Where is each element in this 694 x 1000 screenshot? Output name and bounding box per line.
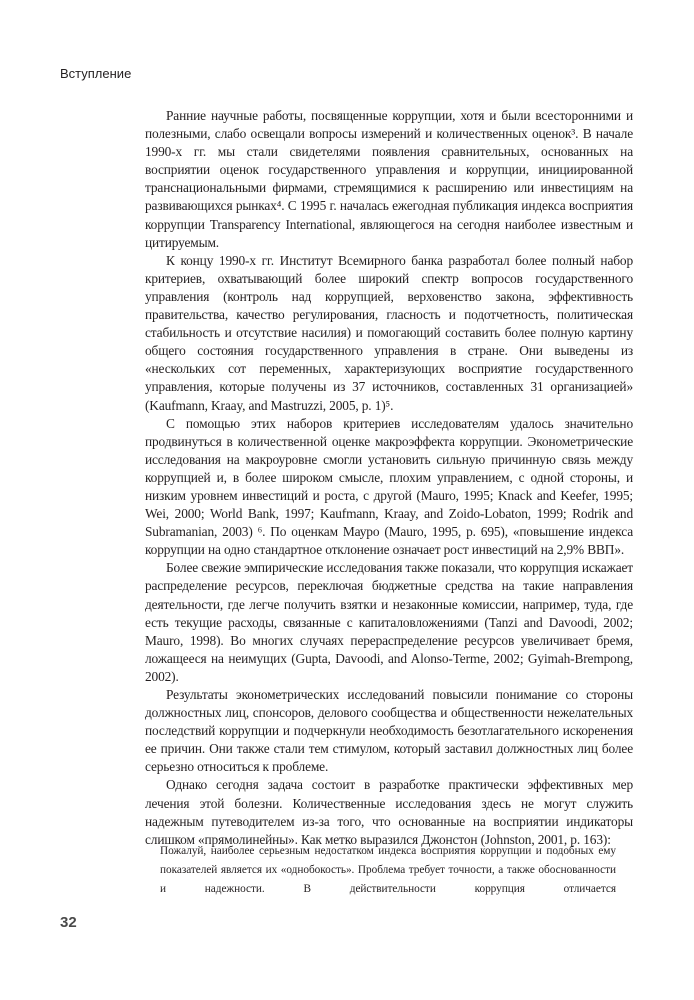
running-head: Вступление — [60, 66, 132, 81]
paragraph: Более свежие эмпирические исследования также показали, что коррупция искажает распределение ресурсов, переключая бюджетные средства на такие направления деятельности, где легче получить взятки и незаконные комиссии, например, туда, где есть текущие расходы, связанные с капиталовложениями (Tanzi and Davoodi, 2002; Mauro, 1998). Во многих случаях перераспределение ресурсов увеличивает бремя, ложащееся на неимущих (Gupta, Davoodi, and Alonso-Terme, 2002; Gyimah-Brempong, 2002). — [145, 560, 633, 684]
paragraph: Ранние научные работы, посвященные коррупции, хотя и были всесторонними и полезными, слабо освещали вопросы измерений и количественных оценок³. В начале 1990-х гг. мы стали свидетелями появления сравнительных, основанных на восприятии оценок государственного управления и коррупции, инициированной транснациональными фирмами, стремящимися к расширению или инвестициям на развивающихся рынках⁴. С 1995 г. началась ежегодная публикация индекса восприятия коррупции Transparency International, являющегося на сегодня наиболее известным и цитируемым. — [145, 108, 633, 250]
page-number: 32 — [60, 914, 77, 931]
paragraph: С помощью этих наборов критериев исследователям удалось значительно продвинуться в количественной оценке макроэффекта коррупции. Эконометрические исследования на макроуровне смогли установить сильную причинную связь между коррупцией и, в более широком смысле, плохим управлением, с одной стороны, и низким уровнем инвестиций и роста, с другой (Mauro, 1995; Knack and Keefer, 1995; Wei, 2000; World Bank, 1997; Kaufmann, Kraay, and Zoido-Lobaton, 1999; Rodrik and Subramanian, 2003) ⁶. По оценкам Мауро (Mauro, 1995, p. 695), «повышение индекса коррупции на одно стандартное отклонение означает рост инвестиций на 2,9% ВВП». — [145, 415, 633, 558]
body-text — [145, 107, 633, 849]
paragraph: Однако сегодня задача состоит в разработке практически эффективных мер лечения этой болезни. Количественные исследования здесь не могут служить надежным путеводителем из-за того, что основанные на восприятии индикаторы слишком «прямолинейны». Как метко выразился Джонстон (Johnston, 2001, p. 163): — [145, 777, 633, 847]
paragraph: К концу 1990-х гг. Институт Всемирного банка разработал более полный набор критериев, охватывающий более широкий спектр вопросов государственного управления (контроль над коррупцией, верховенство закона, эффективность правительства, качество регулирования, гласность и подотчетность, политическая стабильность и отсутствие насилия) и помогающий составить более полную картину общего состояния государственного управления в стране. Они выведены из «нескольких сот переменных, характеризующих восприятие государственного управления, которые получены из 37 источников, составленных 31 организацией» (Kaufmann, Kraay, and Mastruzzi, 2005, p. 1)⁵. — [145, 252, 633, 413]
block-quote — [160, 842, 616, 898]
quote-text: Пожалуй, наиболее серьезным недостатком индекса восприятия коррупции и подобных ему показателей является их «однобокость». Проблема требует точности, а также обоснованности и надежности. В действительности коррупция отличается — [160, 845, 616, 895]
paragraph: Результаты эконометрических исследований повысили понимание со стороны должностных лиц, спонсоров, делового сообщества и общественности нежелательных последствий коррупции и подчеркнули необходимость безотлагательного искоренения ее причин. Они также стали тем стимулом, который заставил должностных лиц более серьезно относиться к проблеме. — [145, 687, 633, 775]
